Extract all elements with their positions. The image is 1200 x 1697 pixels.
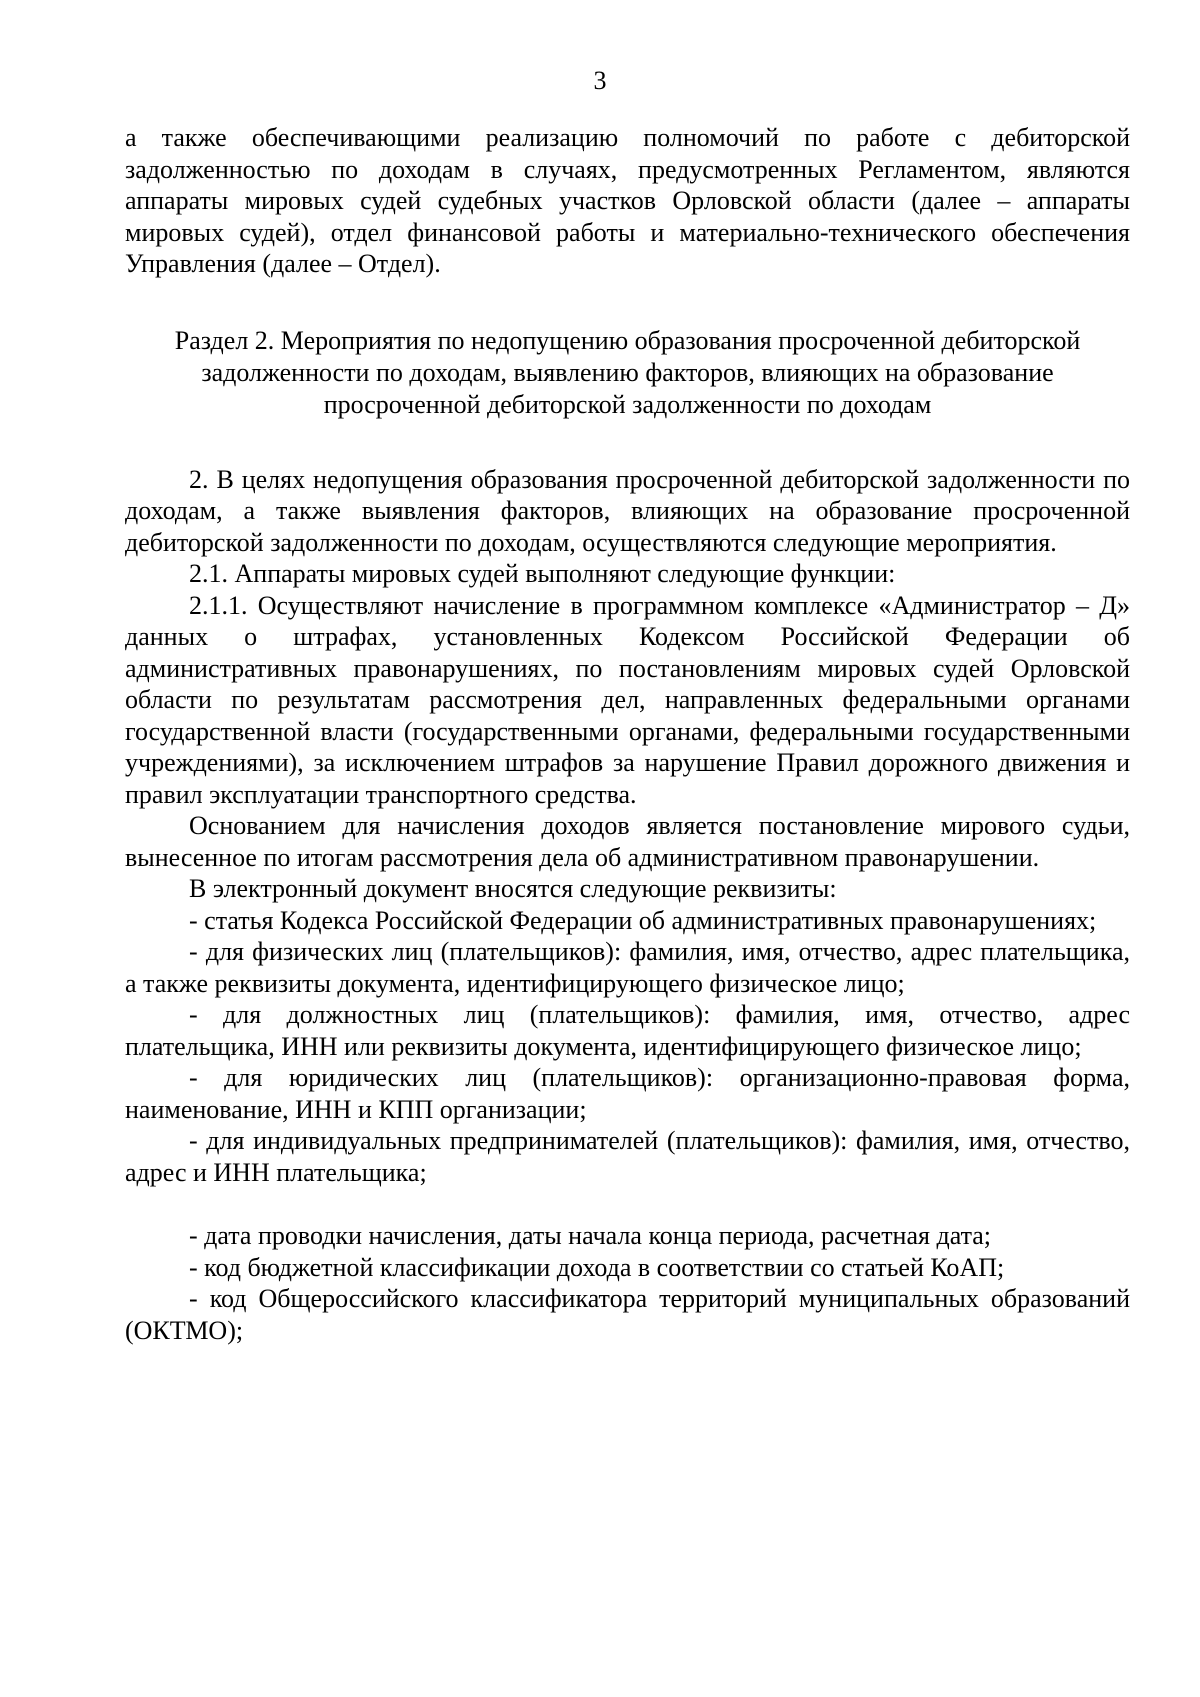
section-heading: Раздел 2. Мероприятия по недопущению образования просроченной дебиторской задолженности по доходам, выявлению факторов, влияющих на образование просроченной дебиторской задолженности по доходам	[174, 325, 1081, 419]
list-item-oktmo: - код Общероссийского классификатора территорий муниципальных образований (ОКТМО);	[125, 1284, 1130, 1345]
page-number: 3	[593, 66, 607, 95]
list-item-officials: - для должностных лиц (плательщиков): фамилия, имя, отчество, адрес плательщика, ИНН или реквизиты документа, идентифицирующего физическое лицо;	[125, 1000, 1130, 1061]
list-item-kbk: - код бюджетной классификации дохода в соответствии со статьей КоАП;	[189, 1252, 1005, 1282]
list-item-article: - статья Кодекса Российской Федерации об административных правонарушениях;	[189, 905, 1097, 935]
document-body	[125, 122, 1130, 1346]
intro-paragraph: а также обеспечивающими реализацию полномочий по работе с дебиторской задолженностью по доходам в случаях, предусмотренных Регламентом, являются аппараты мировых судей судебных участков Орловской области (далее – аппараты мировых судей), отдел финансовой работы и материально-технического обеспечения Управления (далее – Отдел).	[125, 123, 1130, 278]
paragraph-requisites-intro: В электронный документ вносятся следующие реквизиты:	[189, 874, 837, 903]
paragraph-basis: Основанием для начисления доходов является постановление мирового судьи, вынесенное по итогам рассмотрения дела об административном правонарушении.	[125, 811, 1130, 872]
paragraph-functions: 2.1. Аппараты мировых судей выполняют следующие функции:	[189, 559, 896, 588]
list-item-dates: - дата проводки начисления, даты начала конца периода, расчетная дата;	[189, 1221, 992, 1250]
paragraph-accrual: 2.1.1. Осуществляют начисление в программном комплексе «Администратор – Д» данных о штрафах, установленных Кодексом Российской Федерации об административных правонарушениях, по постановлениям мировых судей Орловской области по результатам рассмотрения дел, направленных федеральными органами государственной власти (государственными органами, федеральными государственными учреждениями), за исключением штрафов за нарушение Правил дорожного движения и правил эксплуатации транспортного средства.	[125, 590, 1130, 809]
list-item-individuals: - для физических лиц (плательщиков): фамилия, имя, отчество, адрес плательщика, а также реквизиты документа, идентифицирующего физическое лицо;	[125, 937, 1130, 998]
list-item-legal-entities: - для юридических лиц (плательщиков): организационно-правовая форма, наименование, ИНН и КПП организации;	[125, 1063, 1130, 1124]
list-item-entrepreneurs: - для индивидуальных предпринимателей (плательщиков): фамилия, имя, отчество, адрес и ИНН плательщика;	[125, 1126, 1130, 1187]
paragraph-measures-intro: 2. В целях недопущения образования просроченной дебиторской задолженности по доходам, а также выявления факторов, влияющих на образование просроченной дебиторской задолженности по доходам, осуществляются следующие мероприятия.	[125, 464, 1130, 557]
blank-line	[125, 1188, 1130, 1220]
